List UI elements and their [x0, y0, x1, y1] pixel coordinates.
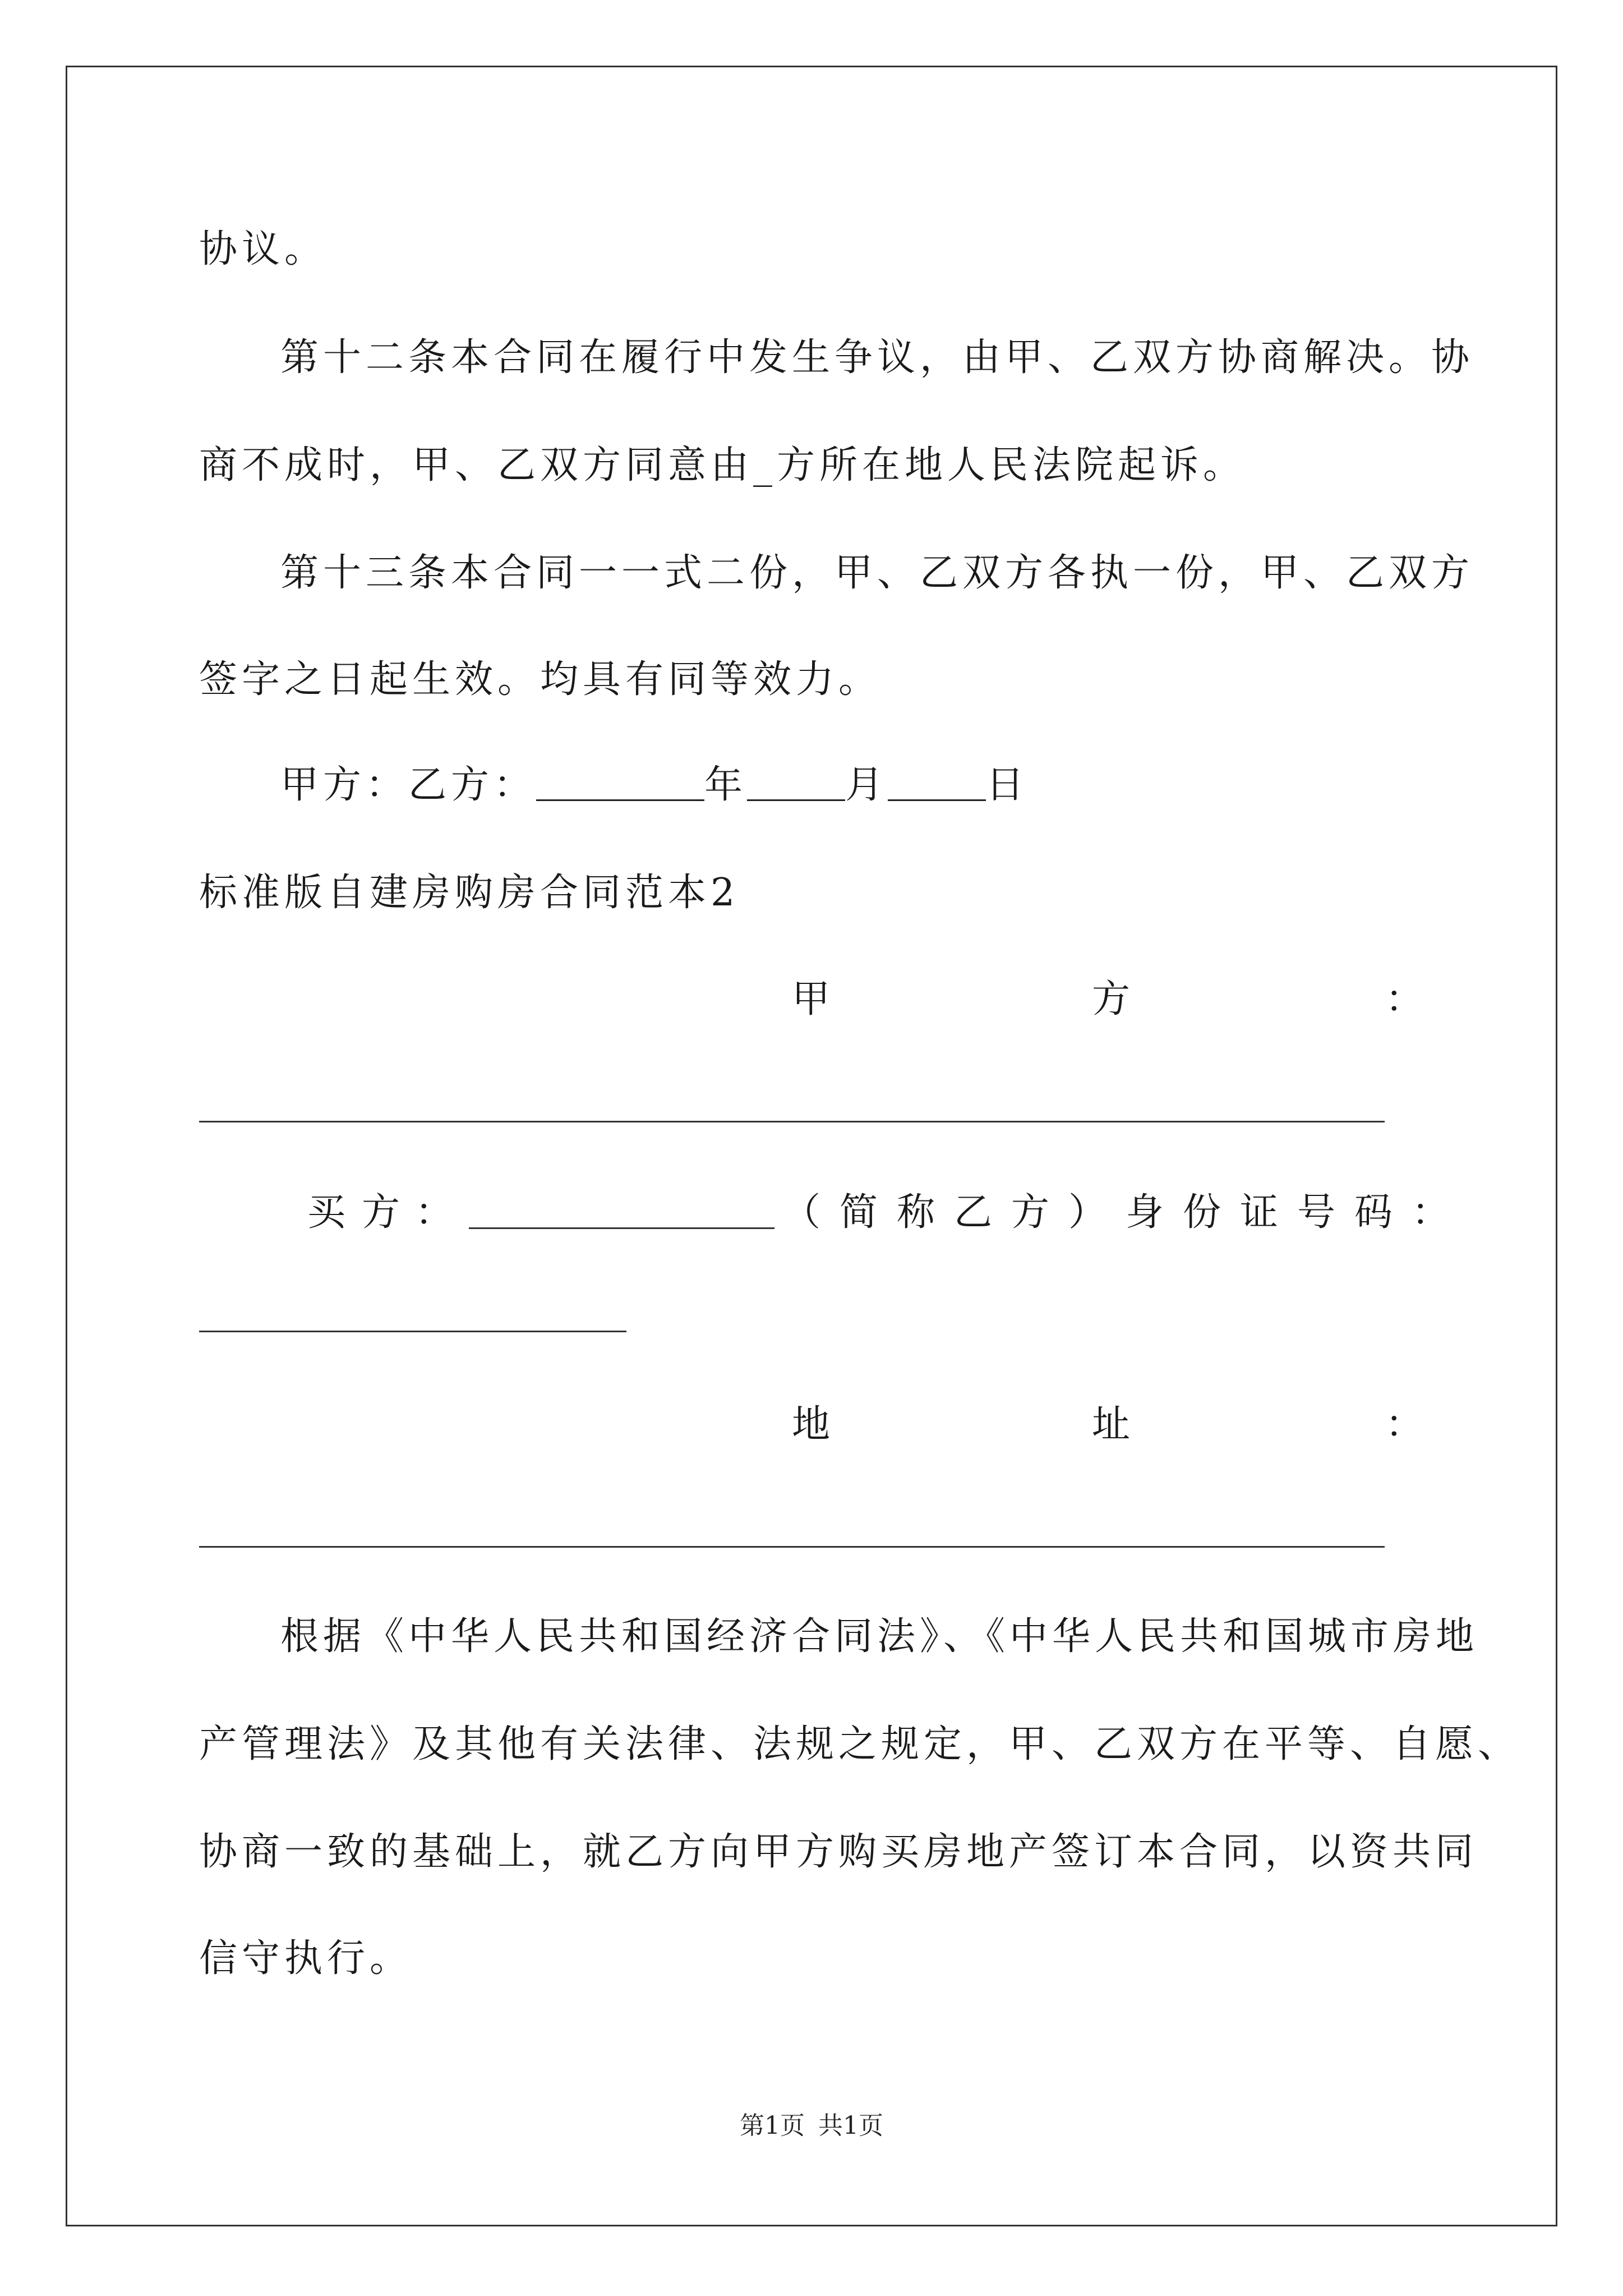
seller-label-char-1: 甲 — [792, 977, 831, 1022]
buyer-colon: ： — [415, 1190, 454, 1235]
buyer-label-char-2: 方 — [362, 1190, 400, 1235]
year-label: 年 — [704, 763, 748, 807]
seller-label-char-2: 方 — [1092, 977, 1131, 1022]
clause-13-line-2: 签字之日起生效。均具有同等效力。 — [199, 657, 882, 702]
address-label-char-2: 址 — [1092, 1402, 1131, 1447]
buyer-label-char-1: 买 — [307, 1190, 346, 1235]
clause-12-line-2: 商不成时，甲、乙双方同意由_方所在地人民法院起诉。 — [199, 443, 1246, 487]
sign-parties-label: 甲方：乙方： — [280, 763, 537, 807]
day-label: 日 — [986, 763, 1029, 807]
address-label-char-1: 地 — [792, 1402, 831, 1447]
body-line-3: 协商一致的基础上，就乙方向甲方购买房地产签订本合同，以资共同 — [199, 1830, 1478, 1874]
seller-fill-line — [199, 1121, 1385, 1122]
day-blank — [888, 766, 986, 801]
buyer-id-fill-line — [199, 1331, 626, 1332]
clause-12-line-1: 第十二条本合同在履行中发生争议，由甲、乙双方协商解决。协 — [280, 335, 1474, 380]
body-line-1: 根据《中华人民共和国经济合同法》、《中华人民共和国城市房地 — [280, 1614, 1479, 1659]
buyer-note: （简称乙方）身份证号码： — [782, 1190, 1469, 1235]
month-blank — [747, 766, 845, 801]
page-border — [66, 66, 1557, 2226]
body-line-4: 信守执行。 — [199, 1936, 413, 1981]
year-blank — [536, 766, 704, 801]
page-number: 第1页 — [740, 2111, 805, 2140]
address-fill-line — [199, 1546, 1385, 1548]
signature-line — [280, 763, 1029, 808]
buyer-name-fill-line — [469, 1227, 774, 1229]
section-title: 标准版自建房购房合同范本2 — [199, 871, 740, 915]
body-line-2: 产管理法》及其他有关法律、法规之规定，甲、乙双方在平等、自愿、 — [199, 1722, 1521, 1766]
clause-13-line-1: 第十三条本合同一一式二份，甲、乙双方各执一份，甲、乙双方 — [280, 551, 1474, 595]
page-footer — [0, 2109, 1623, 2143]
month-label: 月 — [845, 763, 888, 807]
text-line: 协议。 — [199, 227, 328, 272]
address-colon: ： — [1385, 1402, 1424, 1447]
page-total: 共1页 — [818, 2111, 883, 2140]
seller-colon: ： — [1385, 977, 1424, 1022]
